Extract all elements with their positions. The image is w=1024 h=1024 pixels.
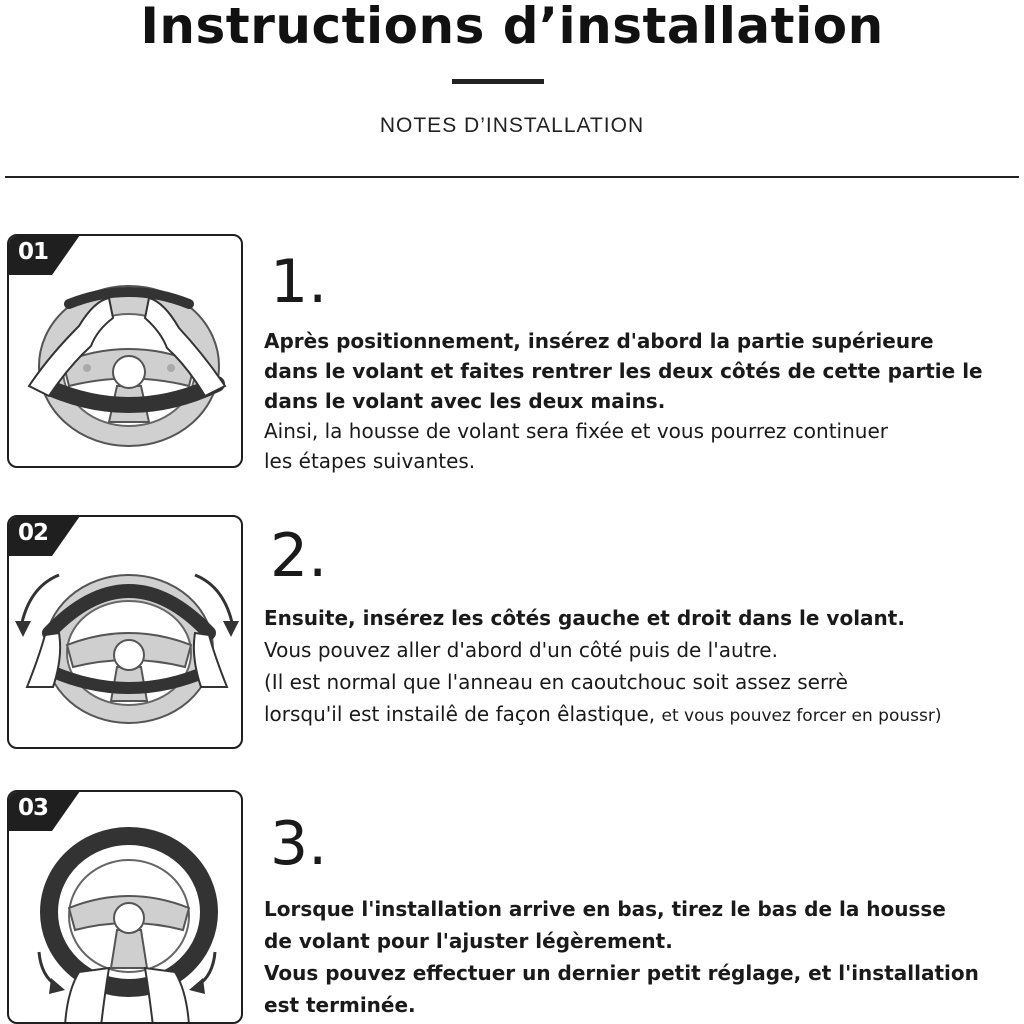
step-2-line-1: Ensuite, insérez les côtés gauche et droit dans le volant. bbox=[264, 606, 905, 630]
step-3-illustration bbox=[7, 790, 243, 1024]
step-1-line-3: dans le volant avec les deux mains. bbox=[264, 389, 666, 413]
step-2-line-3: (Il est normal que l'anneau en caoutchouc soit assez serrè bbox=[264, 670, 848, 694]
step-3-line-4: est terminée. bbox=[264, 993, 416, 1017]
step-1-badge-label: 01 bbox=[18, 239, 49, 265]
step-1-number: 1. bbox=[270, 247, 328, 317]
title-underline bbox=[452, 79, 544, 84]
page-title: Instructions d’installation bbox=[140, 0, 884, 55]
step-1-line-2: dans le volant et faites rentrer les deux côtés de cette partie le bbox=[264, 359, 983, 383]
step-2-line-5: et vous pouvez forcer en poussr) bbox=[661, 706, 942, 726]
step-3-number: 3. bbox=[270, 809, 328, 879]
step-1-line-4: Ainsi, la housse de volant sera fixée et vous pourrez continuer bbox=[264, 419, 888, 443]
step-3-line-2: de volant pour l'ajuster légèrement. bbox=[264, 929, 673, 953]
step-2-text bbox=[264, 602, 1009, 732]
step-3-line-3: Vous pouvez effectuer un dernier petit réglage, et l'installation bbox=[264, 961, 979, 985]
step-2-badge bbox=[8, 516, 80, 556]
step-3-badge bbox=[8, 791, 80, 831]
step-1-illustration bbox=[7, 234, 243, 468]
step-2-illustration bbox=[7, 515, 243, 749]
step-2-number: 2. bbox=[270, 521, 328, 591]
step-3-line-1: Lorsque l'installation arrive en bas, tirez le bas de la housse bbox=[264, 897, 946, 921]
step-3-badge-label: 03 bbox=[18, 795, 49, 821]
step-1-line-5: les étapes suivantes. bbox=[264, 449, 476, 473]
step-1-line-1: Après positionnement, insérez d'abord la partie supérieure bbox=[264, 329, 934, 353]
section-divider bbox=[5, 176, 1019, 178]
step-1-text bbox=[264, 326, 1009, 476]
step-2-line-4: lorsqu'il est instailê de façon êlastique, bbox=[264, 702, 656, 726]
step-2-line-2: Vous pouvez aller d'abord d'un côté puis de l'autre. bbox=[264, 638, 778, 662]
step-2-badge-label: 02 bbox=[18, 520, 49, 546]
step-1-badge bbox=[8, 235, 80, 275]
step-3-text bbox=[264, 893, 1009, 1021]
page-subtitle: NOTES D’INSTALLATION bbox=[379, 114, 645, 137]
